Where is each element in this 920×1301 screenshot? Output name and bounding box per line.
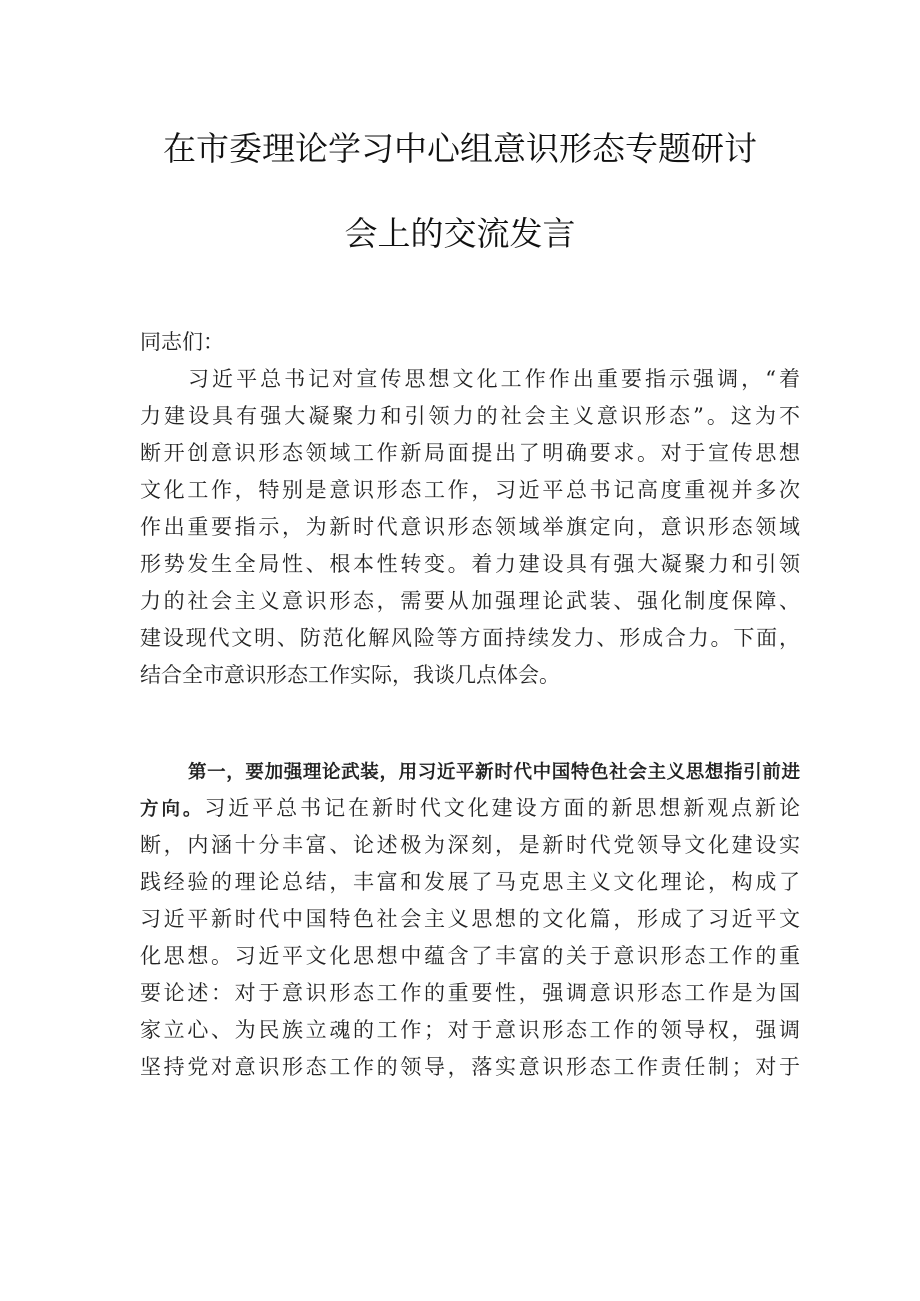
paragraph-1-line: 形势发生全局性、根本性转变。着力建设具有强大凝聚力和引领	[140, 552, 800, 576]
paragraph-1-line: 建设现代文明、防范化解风险等方面持续发力、形成合力。下面，	[140, 626, 800, 650]
paragraph-2-line: 习近平新时代中国特色社会主义思想的文化篇，形成了习近平文	[140, 907, 800, 931]
salutation: 同志们：	[140, 330, 224, 354]
paragraph-1-line: 力建设具有强大凝聚力和引领力的社会主义意识形态”。这为不	[140, 404, 800, 428]
paragraph-1-line: 断开创意识形态领域工作新局面提出了明确要求。对于宣传思想	[140, 441, 800, 465]
paragraph-2-heading-part-1: 第一，要加强理论武装，用习近平新时代中国特色社会主义思想指引前进	[188, 762, 800, 783]
document-title-line-2: 会上的交流发言	[344, 214, 576, 253]
paragraph-1-line: 力的社会主义意识形态，需要从加强理论武装、强化制度保障、	[140, 589, 800, 613]
document-title-line-1: 在市委理论学习中心组意识形态专题研讨	[163, 129, 757, 168]
paragraph-2-heading-part-2: 方向。	[140, 799, 205, 820]
paragraph-1-line: 习近平总书记对宣传思想文化工作作出重要指示强调，“着	[188, 367, 800, 391]
paragraph-2-line: 化思想。习近平文化思想中蕴含了丰富的关于意识形态工作的重	[140, 944, 800, 968]
paragraph-2-heading-line	[140, 753, 800, 790]
paragraph-2-line: 践经验的理论总结，丰富和发展了马克思主义文化理论，构成了	[140, 870, 800, 894]
paragraph-2-line: 家立心、为民族立魂的工作；对于意识形态工作的领导权，强调	[140, 1018, 800, 1042]
paragraph-1-line: 作出重要指示，为新时代意识形态领域举旗定向，意识形态领域	[140, 515, 800, 539]
paragraph-1-line: 文化工作，特别是意识形态工作，习近平总书记高度重视并多次	[140, 478, 800, 502]
paragraph-2-line: 坚持党对意识形态工作的领导，落实意识形态工作责任制；对于	[140, 1055, 800, 1079]
salutation-block	[140, 324, 800, 361]
paragraph-2-line	[140, 790, 800, 827]
paragraph-2-line: 要论述：对于意识形态工作的重要性，强调意识形态工作是为国	[140, 981, 800, 1005]
paragraph-2	[140, 753, 800, 1086]
paragraph-1-line: 结合全市意识形态工作实际，我谈几点体会。	[140, 663, 560, 687]
paragraph-2-line-2-text: 习近平总书记在新时代文化建设方面的新思想新观点新论	[204, 796, 800, 820]
paragraph-1	[140, 361, 800, 694]
paragraph-2-line: 断，内涵十分丰富、论述极为深刻，是新时代党领导文化建设实	[140, 833, 800, 857]
